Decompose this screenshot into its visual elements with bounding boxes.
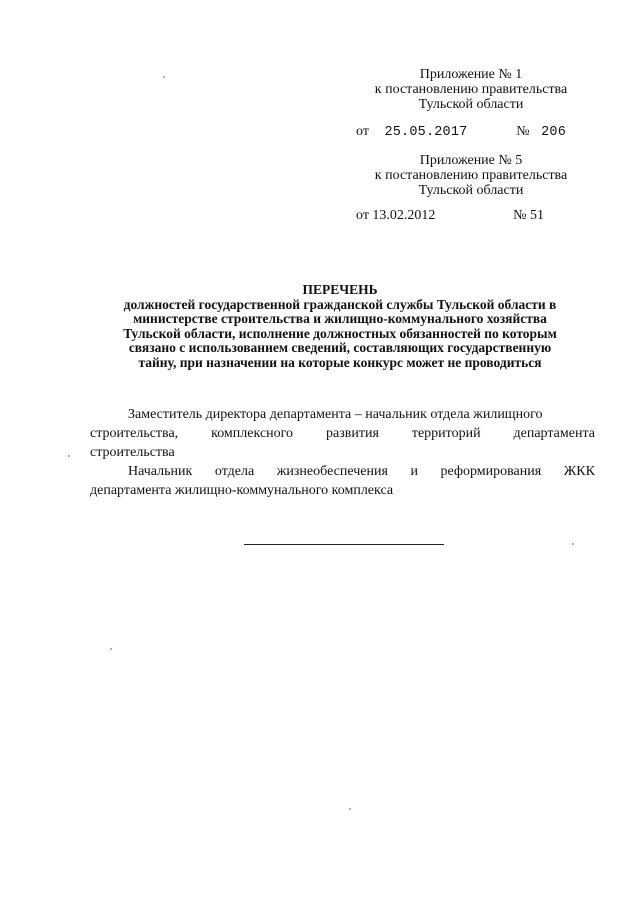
appendix-1-line-2: к постановлению правительства — [374, 82, 568, 97]
position-2-word: ЖКК — [563, 464, 595, 479]
appendix-5-line-1: Приложение № 5 — [419, 153, 523, 168]
appendix-1-line-1: Приложение № 1 — [419, 67, 523, 82]
title-line: Тульской области, исполнение должностных обязанностей по которым — [123, 325, 557, 341]
position-item-2 — [90, 462, 595, 500]
position-1-word: территорий — [411, 426, 481, 441]
position-1-line-3: строительства — [90, 445, 175, 460]
scan-speck — [110, 648, 112, 650]
position-2-word: отдела — [214, 464, 255, 479]
appendix-5-line-3: Тульской области — [418, 183, 524, 198]
scan-speck — [163, 76, 165, 78]
position-2-word: и — [410, 464, 418, 479]
reference-5-date: от 13.02.2012 — [356, 208, 436, 223]
position-2-line-2: департамента жилищно-коммунального комплекса — [90, 483, 394, 498]
position-2-word: Начальник — [128, 464, 193, 479]
position-2-line-1 — [90, 462, 595, 481]
position-1-line-2 — [90, 424, 595, 443]
scan-speck — [68, 455, 70, 457]
position-1-line-1: Заместитель директора департамента – начальник отдела жилищного — [128, 407, 543, 422]
appendix-5-header — [356, 153, 586, 198]
reference-1-date-value: 25.05.2017 — [384, 125, 468, 140]
position-2-word: жизнеобеспечения — [276, 464, 388, 479]
scan-speck — [349, 808, 351, 810]
appendix-5-line-2: к постановлению правительства — [374, 168, 568, 183]
reference-1-number-value: 206 — [541, 125, 566, 140]
appendix-1-header — [356, 67, 586, 112]
reference-1-number-prefix: № — [516, 124, 530, 139]
reference-5-number: № 51 — [513, 208, 544, 223]
position-2-word: реформирования — [440, 464, 542, 479]
position-1-word: департамента — [513, 426, 595, 441]
position-1-word: строительства, — [90, 426, 179, 441]
end-separator-line — [244, 544, 444, 545]
title-heading: ПЕРЕЧЕНЬ — [302, 282, 378, 297]
title-line: связано с использованием сведений, составляющих государственную — [128, 340, 552, 356]
scan-speck — [572, 543, 574, 545]
document-title — [90, 283, 590, 371]
title-line: должностей государственной гражданской службы Тульской области в — [123, 296, 557, 312]
position-1-word: комплексного — [211, 426, 294, 441]
position-item-1 — [90, 405, 595, 462]
reference-1-number — [516, 124, 566, 141]
reference-1-date-prefix: от — [356, 124, 369, 139]
title-line: тайну, при назначении на которые конкурс может не проводиться — [138, 354, 542, 370]
reference-1-date — [356, 124, 467, 141]
position-1-word: развития — [325, 426, 379, 441]
title-line: министерстве строительства и жилищно-коммунального хозяйства — [133, 311, 547, 327]
appendix-1-line-3: Тульской области — [418, 97, 524, 112]
